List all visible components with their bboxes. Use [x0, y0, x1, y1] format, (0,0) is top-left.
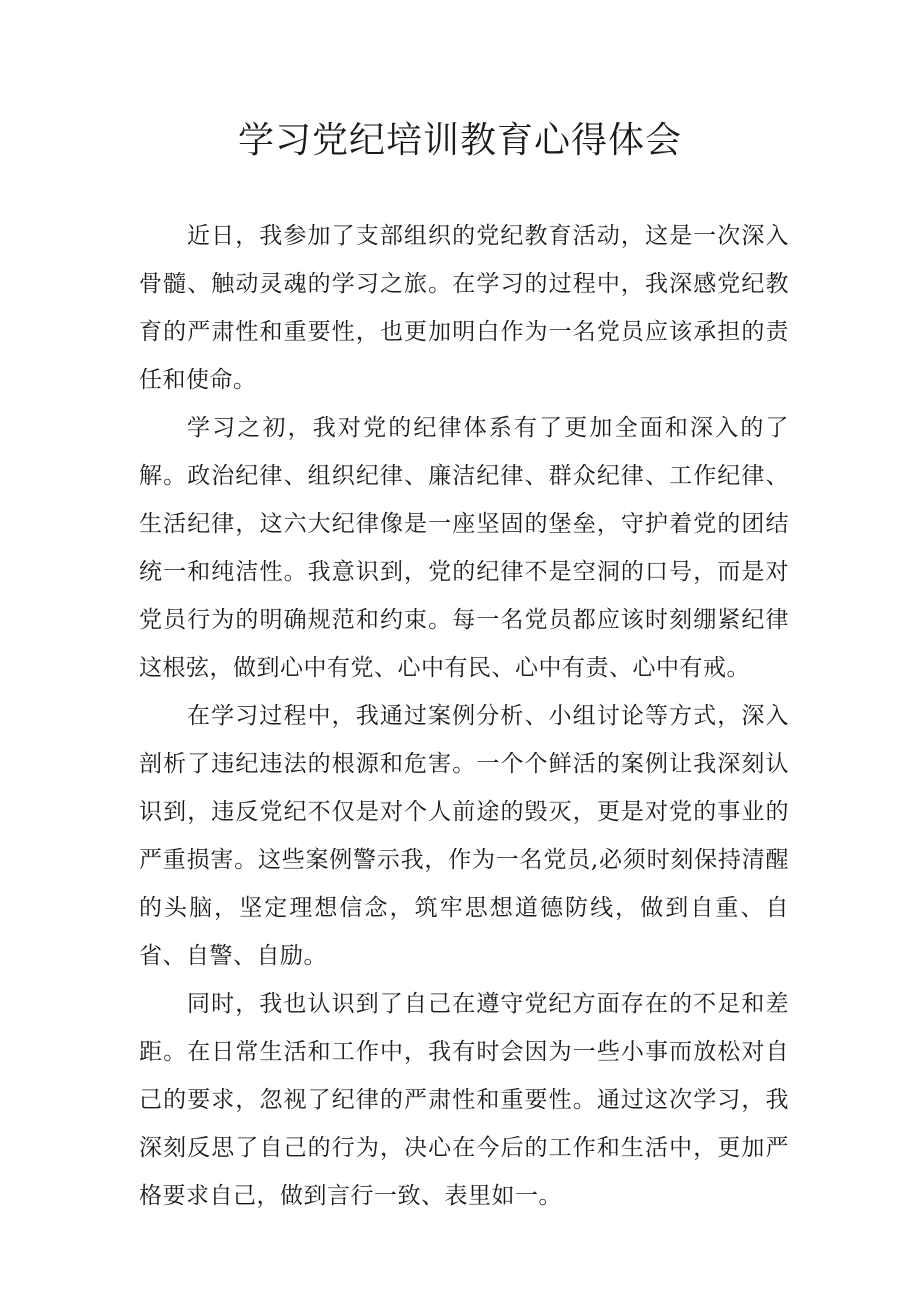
paragraph: 在学习过程中，我通过案例分析、小组讨论等方式，深入剖析了违纪违法的根源和危害。一个个鲜活的案例让我深刻认识到，违反党纪不仅是对个人前途的毁灭，更是对党的事业的严重损害。这些案例警示我，作为一名党员,必须时刻保持清醒的头脑，坚定理想信念，筑牢思想道德防线，做到自重、自省、自警、自励。 [139, 703, 789, 969]
paragraph: 学习之初，我对党的纪律体系有了更加全面和深入的了解。政治纪律、组织纪律、廉洁纪律、群众纪律、工作纪律、生活纪律，这六大纪律像是一座坚固的堡垒，守护着党的团结统一和纯洁性。我意识到，党的纪律不是空洞的口号，而是对党员行为的明确规范和约束。每一名党员都应该时刻绷紧纪律这根弦，做到心中有党、心中有民、心中有责、心中有戒。 [139, 415, 789, 681]
document-title: 学习党纪培训教育心得体会 [237, 120, 682, 161]
paragraph: 同时，我也认识到了自己在遵守党纪方面存在的不足和差距。在日常生活和工作中，我有时会因为一些小事而放松对自己的要求，忽视了纪律的严肃性和重要性。通过这次学习，我深刻反思了自己的行为，决心在今后的工作和生活中，更加严格要求自己，做到言行一致、表里如一。 [139, 991, 789, 1209]
document-body [139, 212, 789, 1220]
paragraph: 近日，我参加了支部组织的党纪教育活动，这是一次深入骨髓、触动灵魂的学习之旅。在学习的过程中，我深感党纪教育的严肃性和重要性，也更加明白作为一名党员应该承担的责任和使命。 [139, 223, 789, 393]
